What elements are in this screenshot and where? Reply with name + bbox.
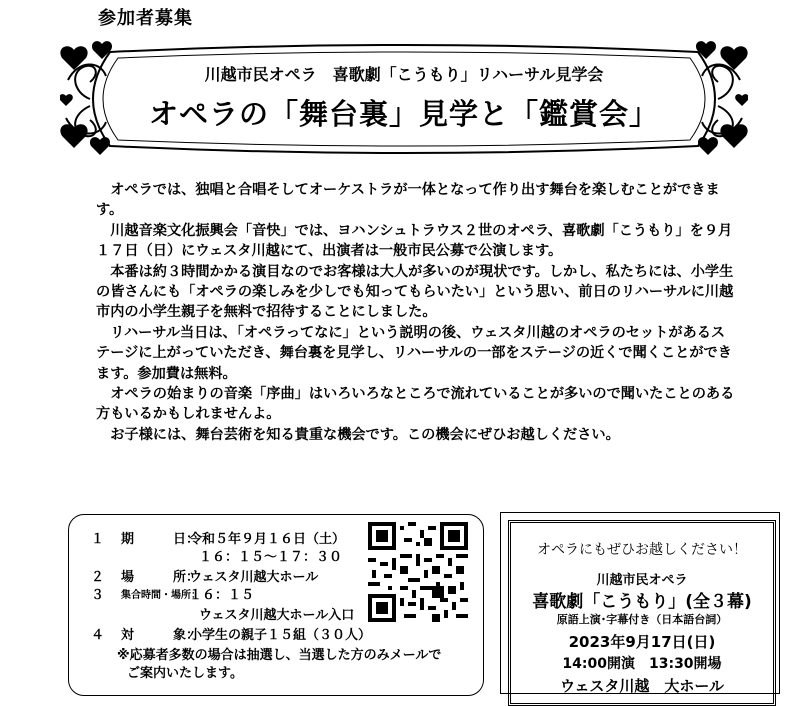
detail-value: １６：１５	[189, 588, 255, 603]
poster-frame	[508, 520, 776, 706]
lottery-note-cont: ご案内いたします。	[127, 666, 243, 681]
detail-label: 対 象：	[121, 628, 200, 643]
poster-title: 喜歌劇「こうもり」(全３幕)	[532, 592, 752, 612]
paragraph: 川越音楽文化振興会「音快」では、ヨハンシュトラウス２世のオペラ、喜歌劇「こうもり」を９月１７日（日）にウェスタ川越にて、出演者は一般市民公募で公演します。	[96, 222, 733, 260]
paragraph: 本番は約３時間かかる演目なのでお客様は大人が多いのが現状です。しかし、私たちには、小学生の皆さんにも「オペラの楽しみを少しでも知ってもらいたい」という思い、前日のリハーサルに川越市内の小学生親子を無料で招待することにしました。	[96, 263, 734, 321]
detail-number: ３	[91, 588, 105, 603]
detail-value: 小学生の親子１５組（３０人）	[189, 628, 372, 643]
poster-org: 川越市民オペラ	[596, 573, 688, 588]
detail-value: ウェスタ川越大ホール	[189, 570, 319, 585]
qr-code-icon	[368, 522, 468, 622]
intro-text	[96, 180, 736, 445]
paragraph: オペラの始まりの音楽「序曲」はいろいろなところで流れていることが多いので聞いたことのある方もいるかもしれませんよ。	[96, 386, 735, 423]
poster-invite: オペラにもぜひお越しください！	[537, 542, 747, 558]
detail-label: 場 所：	[121, 570, 200, 585]
detail-number: ２	[91, 570, 105, 585]
paragraph: リハーサル当日は、「オペラってなに」という説明の後、ウェスタ川越のオペラのセットがあるステージに上がっていただき、舞台裏を見学し、リハーサルの一部をステージの近くで聞くことができます。参加費は無料。	[96, 324, 732, 382]
banner-title: オペラの「舞台裏」見学と「鑑賞会」	[148, 97, 659, 131]
title-banner	[60, 40, 748, 158]
poster-date: 2023年9月17日(日)	[568, 633, 716, 651]
paragraph: オペラでは、独唱と合唱そしてオーケストラが一体となって作り出す舞台を楽しむことができます。	[96, 182, 720, 219]
recruit-heading: 参加者募集	[98, 8, 193, 29]
detail-number: ４	[91, 628, 105, 643]
poster-time: 14:00開演 13:30開場	[562, 656, 722, 672]
poster-venue: ウェスタ川越 大ホール	[559, 677, 725, 695]
paragraph: お子様には、舞台芸術を知る貴重な機会です。この機会にぜひお越しください。	[110, 426, 620, 443]
detail-time: １６：１５～１７：３０	[199, 550, 343, 565]
detail-number: １	[91, 532, 105, 547]
detail-value: 令和５年９月１６日（土）	[189, 532, 346, 547]
lottery-note: ※応募者多数の場合は抽選し、当選した方のみメールで	[117, 648, 442, 663]
banner-subtitle: 川越市民オペラ 喜歌劇「こうもり」リハーサル見学会	[204, 65, 604, 84]
detail-label: 集合時間・場所：	[121, 590, 201, 601]
poster-language: 原語上演･字幕付き（日本語台詞）	[556, 613, 728, 626]
qr-code[interactable]	[368, 522, 468, 622]
opera-poster	[500, 512, 780, 694]
detail-label: 期 日：	[121, 532, 200, 547]
detail-meeting-place: ウェスタ川越大ホール入口	[199, 608, 355, 623]
